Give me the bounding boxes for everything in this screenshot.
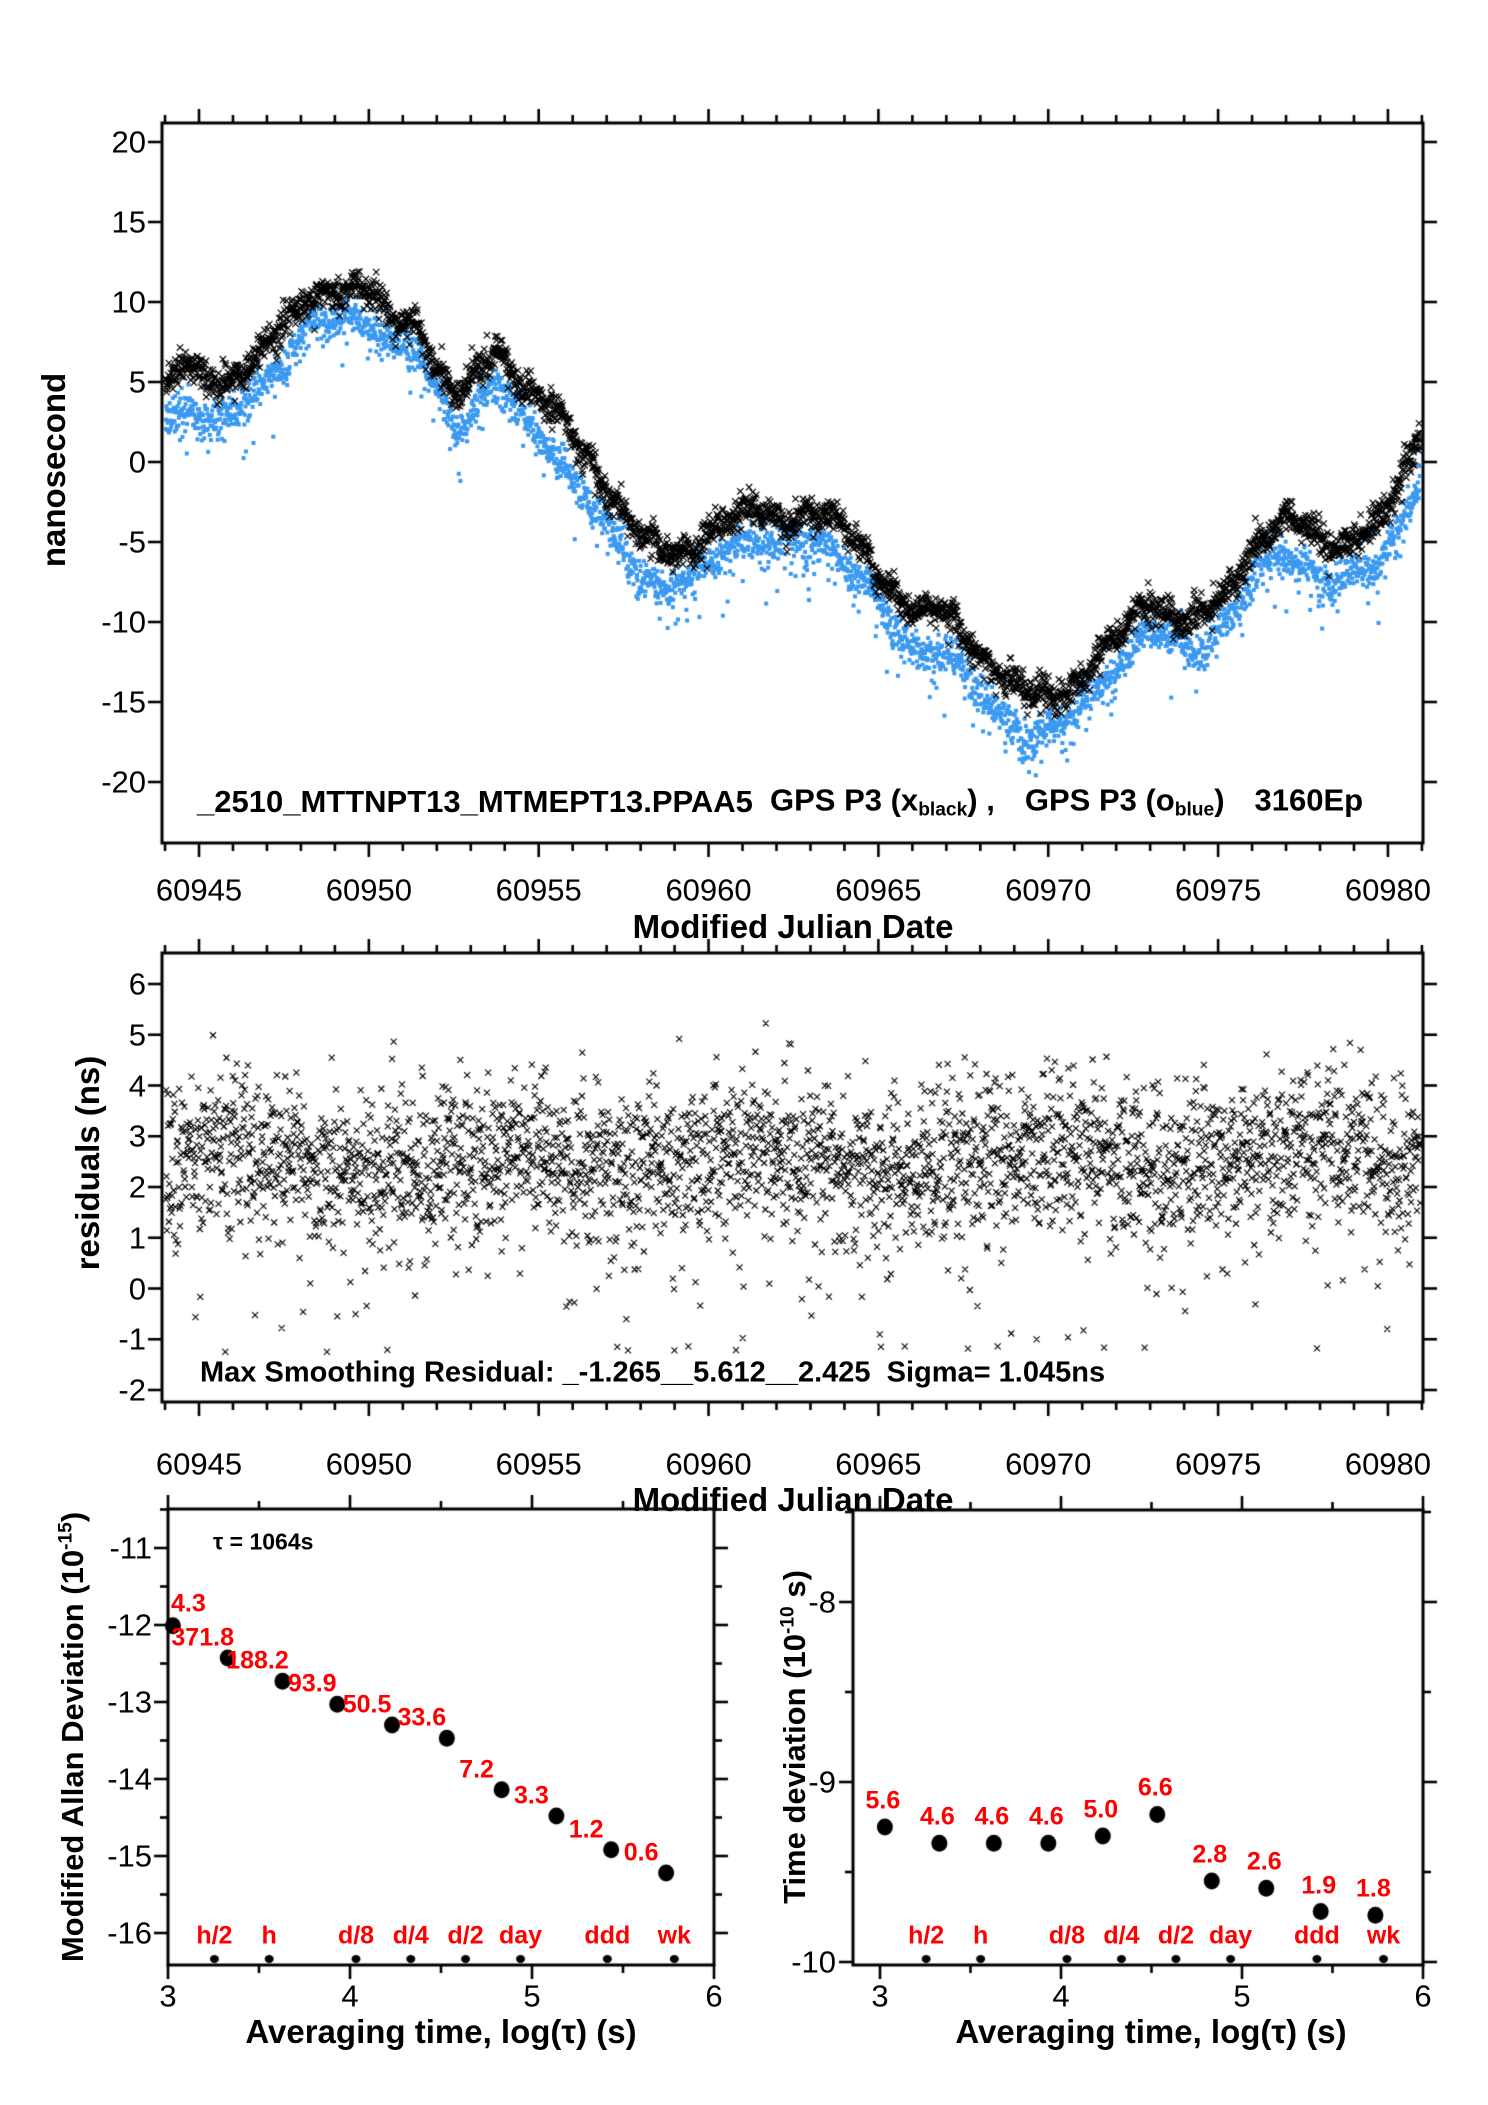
stability-point-label: 4.6 [974, 1802, 1010, 1831]
tau-mark-label: d/8 [1048, 1921, 1086, 1950]
middle-y-tick-label: -1 [118, 1321, 146, 1357]
top-y-tick-label: -5 [118, 524, 146, 560]
top-y-tick-label: 15 [111, 204, 146, 240]
stability-point-label: 4.3 [171, 1589, 206, 1618]
mdev-y-tick-label: -11 [109, 1530, 152, 1566]
tdev-y-tick-label: -9 [808, 1764, 836, 1800]
mdev-x-axis-title: Averaging time, log(τ) (s) [245, 2013, 637, 2050]
stability-point-label: 1.2 [568, 1815, 604, 1844]
legend-series1-subscript: black [918, 799, 968, 821]
mdev-y-title-exponent: -15 [55, 1522, 77, 1550]
middle-x-tick-label: 60965 [835, 1446, 922, 1482]
mdev-y-tick-label: -12 [107, 1607, 152, 1643]
middle-x-tick-label: 60980 [1344, 1446, 1432, 1482]
middle-y-axis-title: residuals (ns) [69, 1055, 106, 1271]
tdev-y-title-end: s) [777, 1570, 812, 1607]
mdev-y-tick-label: -15 [107, 1838, 152, 1874]
tdev-y-tick-label: -10 [791, 1944, 836, 1980]
legend-series1-suffix: ) , [967, 782, 995, 818]
middle-y-tick-label: 2 [128, 1169, 146, 1205]
tau-mark-label: h/2 [908, 1921, 945, 1950]
mdev-y-tick-label: -14 [107, 1761, 152, 1797]
mdev-x-tick-label: 6 [705, 1978, 723, 2014]
middle-annotation-statistics: Max Smoothing Residual: _-1.265__5.612__2.425 Sigma= 1.045ns [200, 1356, 1106, 1389]
stability-point-label: 188.2 [226, 1646, 289, 1675]
stability-point-label: 6.6 [1137, 1773, 1173, 1802]
mdev-y-title-base: Modified Allan Deviation (10 [55, 1549, 90, 1963]
middle-y-tick-label: 5 [128, 1017, 146, 1053]
top-x-tick-label: 60975 [1174, 872, 1262, 908]
tau-mark-label: wk [657, 1921, 691, 1950]
tdev-x-tick-label: 6 [1414, 1978, 1432, 2014]
stability-point-label: 33.6 [397, 1703, 447, 1732]
top-x-tick-label: 60970 [1005, 872, 1092, 908]
middle-x-tick-label: 60945 [155, 1446, 243, 1482]
top-y-tick-label: -20 [101, 764, 146, 800]
stability-point-label: 1.8 [1356, 1874, 1391, 1903]
stability-point-label: 4.6 [1028, 1802, 1064, 1831]
top-x-axis-title: Modified Julian Date [632, 908, 954, 945]
middle-x-tick-label: 60975 [1174, 1446, 1262, 1482]
tdev-x-tick-label: 4 [1052, 1978, 1070, 2014]
top-x-tick-label: 60955 [495, 872, 582, 908]
stability-point-label: 2.6 [1246, 1847, 1282, 1876]
tau-mark-label: h [261, 1921, 277, 1950]
legend-series1-prefix: GPS P3 (x [770, 782, 919, 818]
tau-mark-label: day [1209, 1921, 1253, 1950]
middle-y-tick-label: 1 [128, 1220, 146, 1256]
tdev-x-axis-title: Averaging time, log(τ) (s) [955, 2013, 1347, 2050]
top-x-tick-label: 60950 [325, 872, 412, 908]
middle-x-axis-title: Modified Julian Date [632, 1481, 954, 1518]
stability-point-label: 2.8 [1192, 1840, 1228, 1869]
top-x-tick-label: 60980 [1344, 872, 1432, 908]
tau-mark-label: d/4 [1103, 1921, 1140, 1950]
tdev-y-title-base: Time deviation (10 [777, 1634, 812, 1904]
tdev-y-title-exponent: -10 [777, 1606, 799, 1635]
middle-y-tick-label: -2 [118, 1372, 146, 1408]
tau-mark-label: ddd [584, 1921, 631, 1950]
middle-y-tick-label: 0 [128, 1271, 146, 1306]
middle-y-tick-label: 6 [128, 966, 146, 1002]
tau-mark-label: d/2 [1157, 1921, 1194, 1950]
middle-y-tick-label: 4 [128, 1068, 146, 1103]
stability-point-label: 371.8 [171, 1623, 234, 1652]
top-x-tick-label: 60945 [155, 872, 243, 908]
mdev-y-tick-label: -13 [107, 1684, 152, 1720]
tau-mark-label: h/2 [196, 1921, 233, 1950]
middle-y-tick-label: 3 [128, 1118, 146, 1154]
top-y-tick-label: 20 [111, 124, 146, 160]
stability-point-label: 4.6 [919, 1802, 955, 1831]
tdev-x-tick-label: 5 [1233, 1978, 1251, 2014]
tau-mark-label: ddd [1294, 1921, 1340, 1950]
tdev-x-tick-label: 3 [871, 1978, 889, 2014]
tau-mark-label: day [498, 1921, 543, 1950]
tdev-y-tick-label: -8 [808, 1584, 836, 1620]
tau-mark-label: wk [1366, 1921, 1401, 1950]
top-y-tick-label: -10 [101, 604, 146, 640]
stability-point-label: 5.0 [1083, 1795, 1119, 1824]
stability-point-label: 7.2 [459, 1755, 494, 1784]
middle-x-tick-label: 60960 [665, 1446, 752, 1482]
top-y-tick-label: 10 [111, 284, 146, 320]
stability-point-label: 1.9 [1301, 1871, 1337, 1900]
stability-point-label: 93.9 [287, 1669, 337, 1698]
tau-mark-label: d/8 [337, 1921, 375, 1950]
stability-point-label: 50.5 [342, 1690, 392, 1719]
stability-point-label: 3.3 [513, 1781, 549, 1810]
legend-series2-suffix: ) [1214, 782, 1225, 818]
mdev-y-title-end: ) [55, 1511, 90, 1523]
tau-mark-label: d/4 [392, 1921, 429, 1950]
mdev-tau-note: τ = 1064s [213, 1528, 314, 1555]
legend-series2-subscript: blue [1174, 799, 1215, 821]
stability-point-label: 0.6 [623, 1838, 659, 1867]
stability-point-label: 5.6 [865, 1786, 901, 1815]
middle-x-tick-label: 60950 [325, 1446, 412, 1482]
mdev-x-tick-label: 4 [341, 1978, 359, 2014]
legend-epoch-count: 3160Ep [1254, 782, 1364, 818]
top-y-tick-label: -15 [101, 684, 146, 720]
mdev-x-tick-label: 5 [523, 1978, 541, 2014]
top-annotation-filename: _2510_MTTNPT13_MTMEPT13.PPAA5 [197, 784, 753, 819]
middle-x-tick-label: 60955 [495, 1446, 582, 1482]
mdev-x-tick-label: 3 [159, 1978, 177, 2014]
top-y-axis-title: nanosecond [35, 372, 72, 568]
top-y-tick-label: 5 [128, 364, 146, 400]
tau-mark-label: d/2 [447, 1921, 484, 1950]
tau-mark-label: h [972, 1921, 989, 1950]
top-x-tick-label: 60965 [835, 872, 922, 908]
top-y-tick-label: 0 [128, 444, 146, 480]
legend-series2-prefix: GPS P3 (o [1024, 782, 1175, 818]
top-x-tick-label: 60960 [665, 872, 752, 908]
middle-x-tick-label: 60970 [1005, 1446, 1092, 1482]
mdev-y-tick-label: -16 [107, 1915, 152, 1951]
